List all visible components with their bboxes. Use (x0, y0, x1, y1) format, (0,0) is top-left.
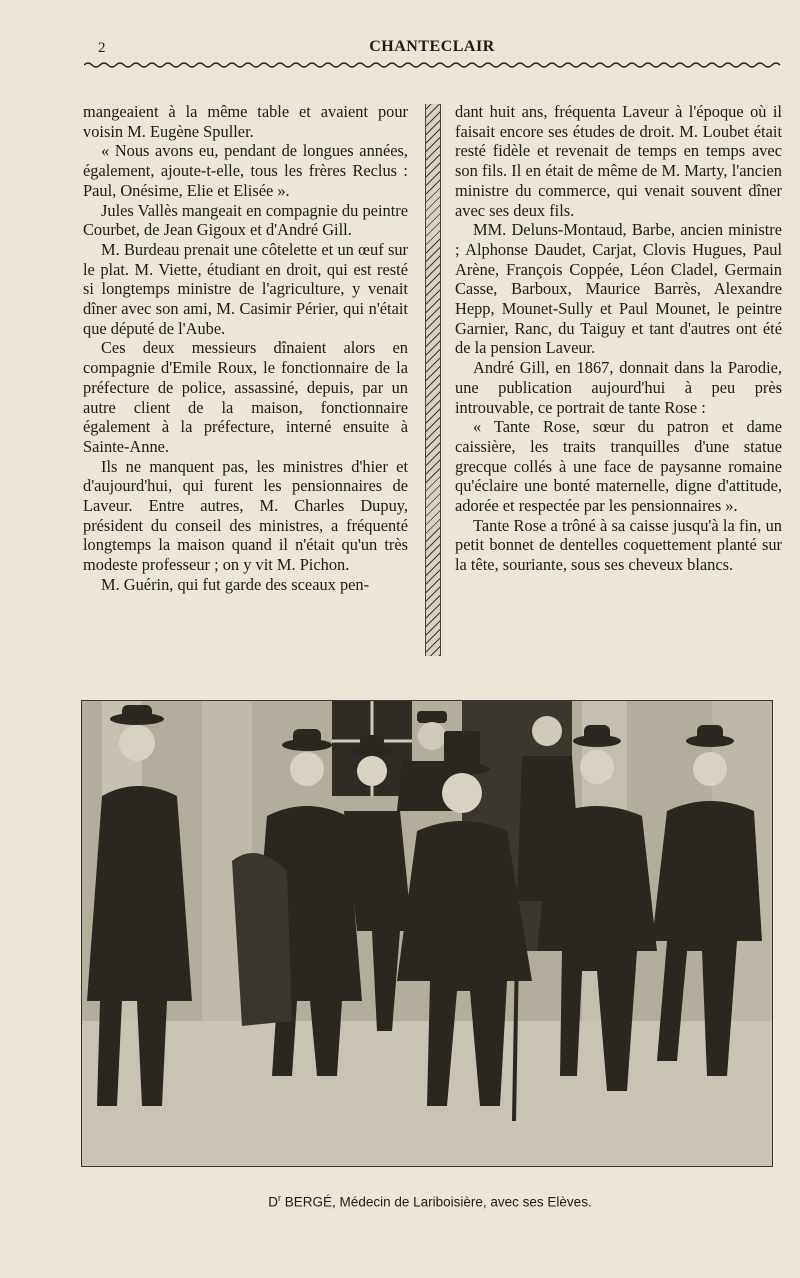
decorative-wavy-rule (84, 60, 782, 70)
ornamental-column-divider (425, 104, 441, 656)
caption-text: BERGÉ, Médecin de Lariboisière, avec ses Elèves. (281, 1194, 592, 1210)
paragraph: dant huit ans, fréquenta Laveur à l'époque où il faisait encore ses études de droit. M. Loubet était resté fidèle et revenait de temps en temps avec son fils. Il en était de même de M. Marty, l'ancien ministre du commerce, qui venait souvent dîner avec ses deux fils. (455, 102, 782, 220)
paragraph: « Tante Rose, sœur du patron et dame caissière, les traits tranquilles d'une statue grecque collés à une face de paysanne romaine qu'éclaire une bonté maternelle, digne d'attitude, adorée et respectée par les pensionnaires ». (455, 417, 782, 516)
photo-illustration (82, 701, 772, 1166)
paragraph: Jules Vallès mangeait en compagnie du peintre Courbet, de Jean Gigoux et d'André Gill. (83, 200, 408, 240)
paragraph: M. Burdeau prenait une côtelette et un œuf sur le plat. M. Viette, étudiant en droit, qui est resté si longtemps ministre de l'agriculture, y venait dîner avec son ami, M. Casimir Périer, qui n'était que député de l'Aube. (83, 239, 408, 338)
right-text-column (455, 102, 782, 575)
page-number: 2 (98, 40, 106, 56)
caption-title-prefix: D (268, 1194, 279, 1210)
paragraph: Ces deux messieurs dînaient alors en compagnie d'Emile Roux, le fonctionnaire de la préfecture de police, assassiné, depuis, par un autre client de la maison, fonctionnaire également à la préfecture, interné ensuite à Sainte-Anne. (83, 338, 408, 456)
paragraph: M. Guérin, qui fut garde des sceaux pen- (101, 574, 370, 594)
paragraph: André Gill, en 1867, donnait dans la Parodie, une publication aujourd'hui à peu près introuvable, ce portrait de tante Rose : (455, 358, 782, 417)
photo-caption (80, 1193, 780, 1210)
left-text-column (83, 102, 408, 595)
page-header (84, 38, 780, 62)
caption-title-superscript: r (278, 1193, 282, 1203)
paragraph: Ils ne manquent pas, les ministres d'hier et d'aujourd'hui, qui furent les pensionnaires de Laveur. Entre autres, M. Charles Dupuy, président du conseil des ministres, a fréquenté longtemps la maison quand il n'était qu'un très modeste professeur ; on y vit M. Pichon. (83, 456, 408, 575)
paragraph: « Nous avons eu, pendant de longues années, également, ajoute-t-elle, tous les frères Reclus : Paul, Onésime, Elie et Elisée ». (83, 141, 408, 200)
paragraph: mangeaient à la même table et avaient pour voisin M. Eugène Spuller. (83, 102, 408, 141)
running-title: CHANTECLAIR (369, 38, 495, 55)
paragraph: MM. Deluns-Montaud, Barbe, ancien ministre ; Alphonse Daudet, Carjat, Clovis Hugues, Paul Arène, François Coppée, Léon Cladel, Germain Casse, Barboux, Maurice Barrès, Alexandre Hepp, Mounet-Sully et Paul Mounet, le peintre Garnier, Ranc, du Taiguy et tant d'autres ont été de la pension Laveur. (455, 220, 782, 358)
paragraph: Tante Rose a trôné à sa caisse jusqu'à la fin, un petit bonnet de dentelles coquettement planté sur la tête, souriante, sous ses cheveux blancs. (455, 515, 782, 575)
group-photograph (81, 700, 773, 1167)
